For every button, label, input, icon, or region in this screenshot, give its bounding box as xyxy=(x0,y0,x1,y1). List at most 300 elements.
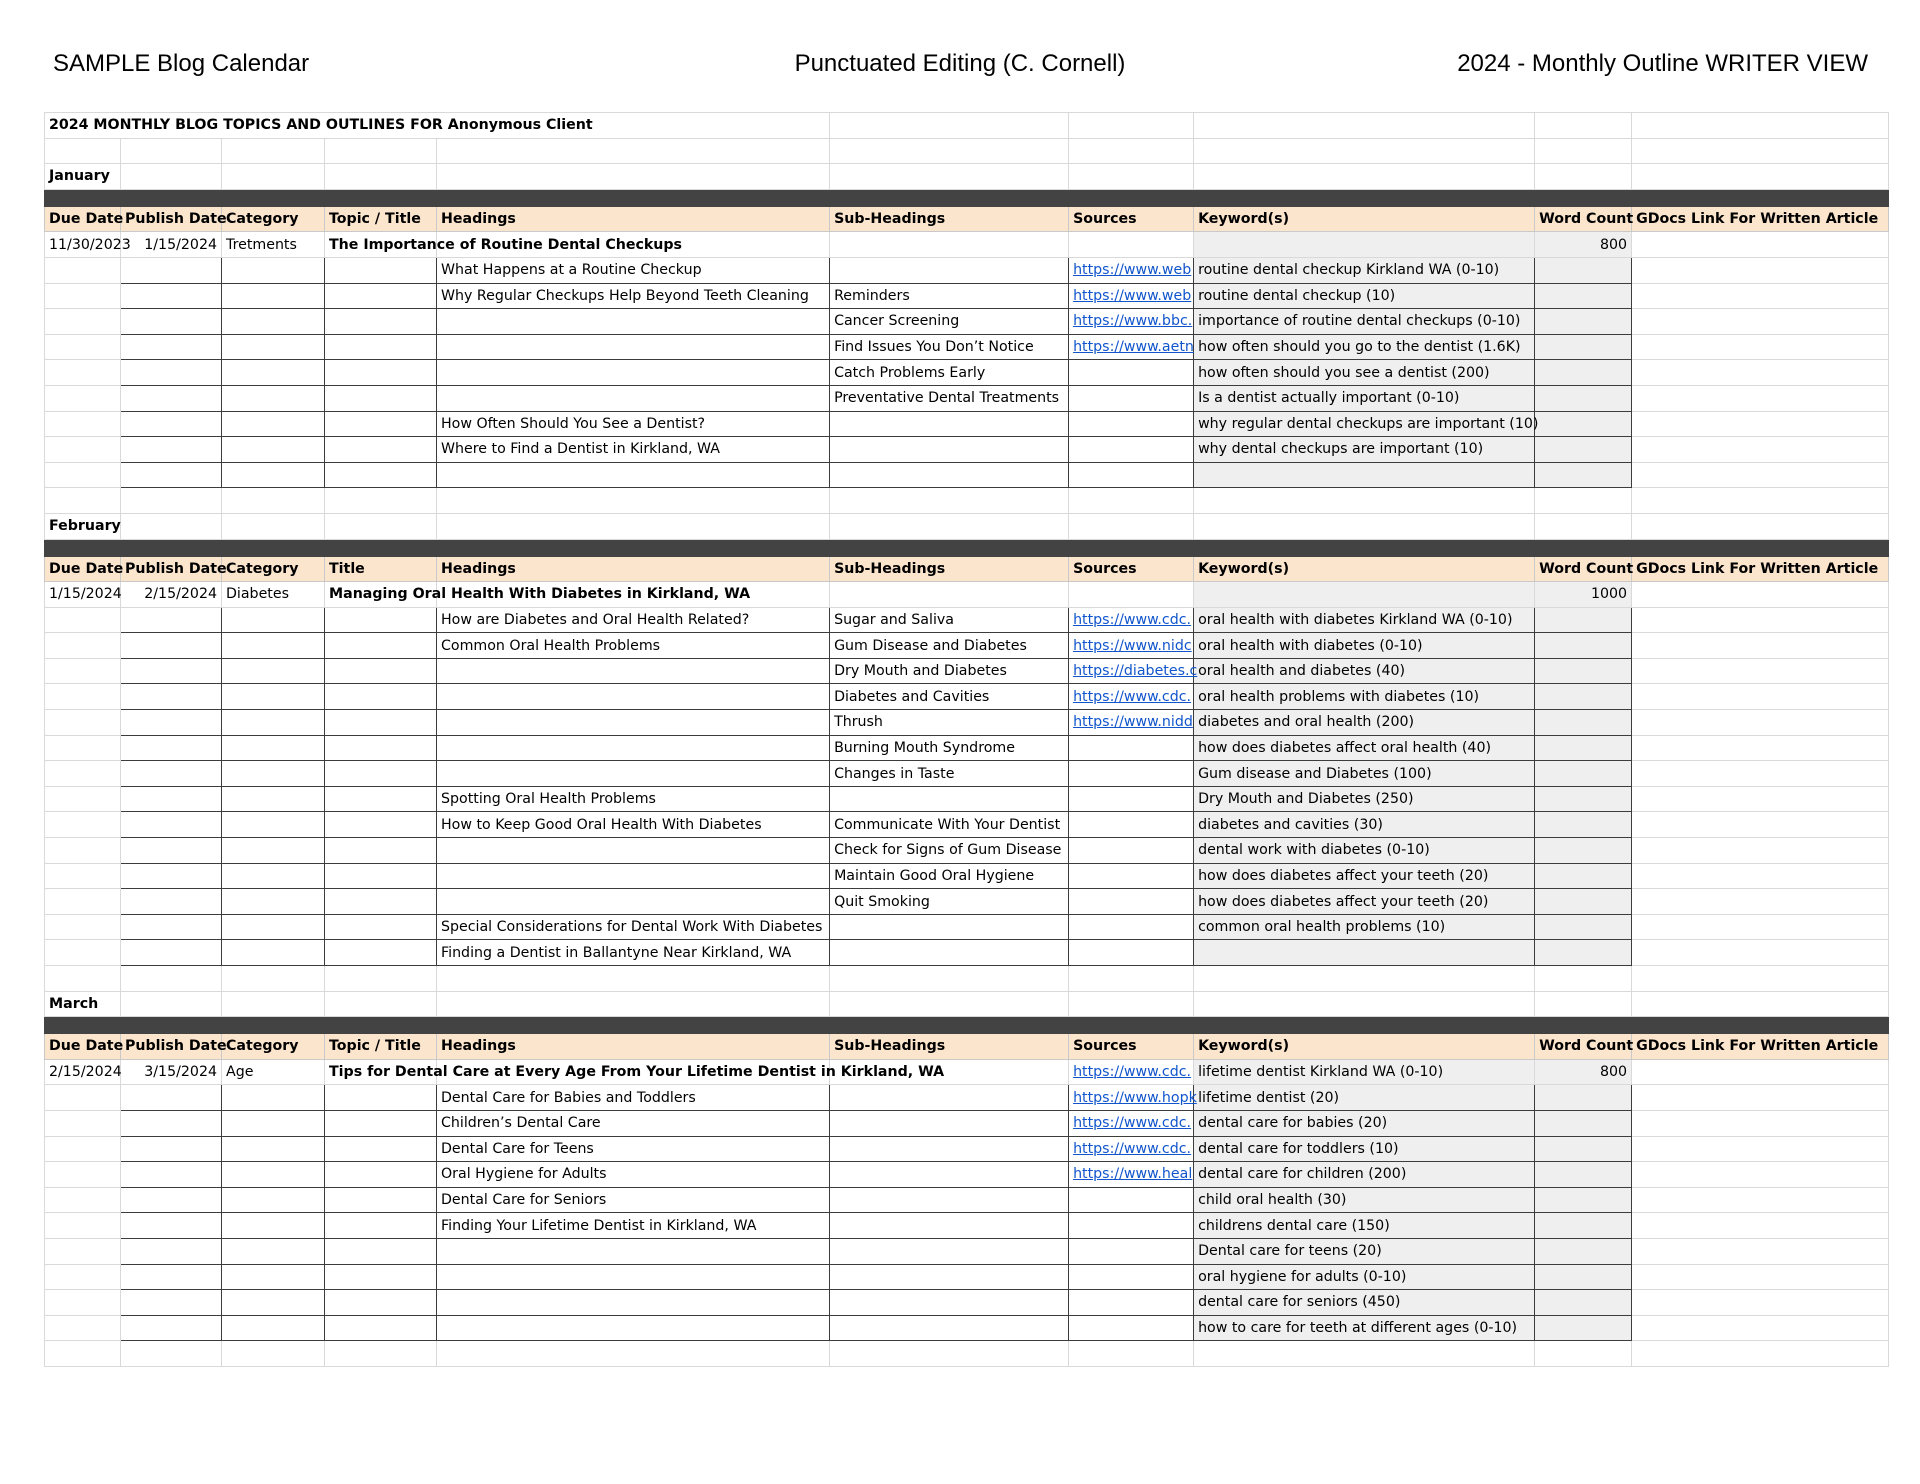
cell[interactable] xyxy=(830,991,1069,1017)
cell[interactable] xyxy=(1535,488,1632,514)
cell[interactable] xyxy=(1632,786,1889,812)
cell[interactable] xyxy=(325,1187,437,1213)
cell[interactable] xyxy=(1535,1238,1632,1264)
cell[interactable]: 3/15/2024 xyxy=(121,1059,222,1085)
cell[interactable] xyxy=(1632,1264,1889,1290)
cell[interactable] xyxy=(121,1136,222,1162)
cell[interactable]: Check for Signs of Gum Disease xyxy=(830,838,1069,864)
cell[interactable] xyxy=(1632,309,1889,335)
cell[interactable]: how to care for teeth at different ages (0-10) xyxy=(1194,1315,1535,1341)
cell[interactable]: dental care for toddlers (10) xyxy=(1194,1136,1535,1162)
cell[interactable] xyxy=(437,1341,830,1367)
cell[interactable] xyxy=(1632,710,1889,736)
cell[interactable] xyxy=(325,761,437,787)
cell[interactable] xyxy=(1535,113,1632,139)
cell[interactable] xyxy=(1632,1085,1889,1111)
cell[interactable]: how does diabetes affect your teeth (20) xyxy=(1194,889,1535,915)
cell[interactable] xyxy=(437,513,830,539)
column-header[interactable]: Publish Date xyxy=(121,556,222,582)
cell[interactable] xyxy=(1632,1238,1889,1264)
cell[interactable] xyxy=(121,1085,222,1111)
cell[interactable] xyxy=(325,1213,437,1239)
cell[interactable] xyxy=(1535,1264,1632,1290)
cell[interactable]: dental care for seniors (450) xyxy=(1194,1290,1535,1316)
cell[interactable]: routine dental checkup (10) xyxy=(1194,283,1535,309)
cell[interactable] xyxy=(1632,991,1889,1017)
cell[interactable]: Children’s Dental Care xyxy=(437,1110,830,1136)
cell[interactable] xyxy=(1535,1187,1632,1213)
cell[interactable] xyxy=(222,513,325,539)
cell[interactable] xyxy=(1535,1213,1632,1239)
cell[interactable]: how often should you go to the dentist (1.6K) xyxy=(1194,334,1535,360)
cell[interactable] xyxy=(1632,863,1889,889)
column-header[interactable]: Sub-Headings xyxy=(830,1034,1069,1060)
cell[interactable]: how does diabetes affect oral health (40) xyxy=(1194,735,1535,761)
cell[interactable] xyxy=(1535,914,1632,940)
cell[interactable] xyxy=(830,1315,1069,1341)
cell[interactable] xyxy=(830,232,1069,258)
cell[interactable] xyxy=(1632,761,1889,787)
cell[interactable] xyxy=(325,334,437,360)
cell[interactable]: The Importance of Routine Dental Checkups xyxy=(325,232,437,258)
cell[interactable] xyxy=(1069,488,1194,514)
column-header[interactable]: Headings xyxy=(437,206,830,232)
cell[interactable] xyxy=(325,658,437,684)
cell[interactable] xyxy=(222,991,325,1017)
cell[interactable] xyxy=(830,940,1069,966)
cell[interactable] xyxy=(222,164,325,190)
cell[interactable]: dental care for babies (20) xyxy=(1194,1110,1535,1136)
column-header[interactable]: Keyword(s) xyxy=(1194,206,1535,232)
cell[interactable] xyxy=(1535,437,1632,463)
cell[interactable] xyxy=(325,1341,437,1367)
cell[interactable]: Burning Mouth Syndrome xyxy=(830,735,1069,761)
cell[interactable] xyxy=(45,940,121,966)
cell[interactable] xyxy=(1632,1187,1889,1213)
cell[interactable] xyxy=(437,164,830,190)
cell[interactable]: https://www.cdc. xyxy=(1069,684,1194,710)
cell[interactable] xyxy=(830,488,1069,514)
cell[interactable] xyxy=(222,257,325,283)
column-header[interactable]: Due Date xyxy=(45,556,121,582)
cell[interactable] xyxy=(121,863,222,889)
cell[interactable] xyxy=(222,488,325,514)
cell[interactable] xyxy=(1069,138,1194,164)
cell[interactable] xyxy=(325,1110,437,1136)
cell[interactable]: Quit Smoking xyxy=(830,889,1069,915)
cell[interactable] xyxy=(325,633,437,659)
cell[interactable]: Diabetes xyxy=(222,582,325,608)
cell[interactable] xyxy=(1632,334,1889,360)
cell[interactable] xyxy=(1632,488,1889,514)
cell[interactable] xyxy=(222,1238,325,1264)
cell[interactable] xyxy=(222,1264,325,1290)
cell[interactable] xyxy=(1535,1136,1632,1162)
cell[interactable] xyxy=(1069,812,1194,838)
cell[interactable] xyxy=(222,786,325,812)
cell[interactable] xyxy=(1632,257,1889,283)
cell[interactable] xyxy=(121,1290,222,1316)
cell[interactable] xyxy=(1632,360,1889,386)
cell[interactable]: https://www.cdc. xyxy=(1069,1136,1194,1162)
cell[interactable] xyxy=(45,309,121,335)
cell[interactable] xyxy=(1069,513,1194,539)
cell[interactable] xyxy=(222,385,325,411)
cell[interactable] xyxy=(1069,863,1194,889)
cell[interactable] xyxy=(121,437,222,463)
cell[interactable] xyxy=(45,812,121,838)
cell[interactable] xyxy=(45,607,121,633)
cell[interactable]: diabetes and cavities (30) xyxy=(1194,812,1535,838)
cell[interactable] xyxy=(121,513,222,539)
cell[interactable] xyxy=(1632,1290,1889,1316)
cell[interactable] xyxy=(325,710,437,736)
cell[interactable] xyxy=(325,735,437,761)
cell[interactable] xyxy=(45,1213,121,1239)
cell[interactable] xyxy=(830,1213,1069,1239)
cell[interactable] xyxy=(325,513,437,539)
cell[interactable] xyxy=(222,863,325,889)
cell[interactable] xyxy=(121,914,222,940)
cell[interactable] xyxy=(121,1213,222,1239)
cell[interactable] xyxy=(325,863,437,889)
cell[interactable]: Common Oral Health Problems xyxy=(437,633,830,659)
cell[interactable] xyxy=(1632,812,1889,838)
cell[interactable] xyxy=(325,309,437,335)
column-header[interactable]: Word Count xyxy=(1535,1034,1632,1060)
month-label[interactable]: February xyxy=(45,513,121,539)
cell[interactable]: https://www.cdc. xyxy=(1069,1110,1194,1136)
cell[interactable] xyxy=(222,684,325,710)
cell[interactable] xyxy=(437,334,830,360)
cell[interactable] xyxy=(437,966,830,992)
cell[interactable] xyxy=(222,838,325,864)
cell[interactable] xyxy=(1069,385,1194,411)
cell[interactable] xyxy=(1632,164,1889,190)
cell[interactable] xyxy=(1069,991,1194,1017)
cell[interactable] xyxy=(437,1238,830,1264)
cell[interactable] xyxy=(325,437,437,463)
cell[interactable] xyxy=(1069,582,1194,608)
cell[interactable] xyxy=(222,462,325,488)
cell[interactable] xyxy=(121,658,222,684)
cell[interactable] xyxy=(222,1085,325,1111)
cell[interactable] xyxy=(325,385,437,411)
cell[interactable] xyxy=(121,735,222,761)
cell[interactable]: Gum Disease and Diabetes xyxy=(830,633,1069,659)
cell[interactable] xyxy=(222,889,325,915)
cell[interactable] xyxy=(121,684,222,710)
cell[interactable] xyxy=(1069,360,1194,386)
cell[interactable] xyxy=(121,360,222,386)
cell[interactable] xyxy=(222,283,325,309)
cell[interactable] xyxy=(830,257,1069,283)
column-header[interactable]: Sources xyxy=(1069,556,1194,582)
cell[interactable] xyxy=(830,786,1069,812)
cell[interactable]: Diabetes and Cavities xyxy=(830,684,1069,710)
cell[interactable] xyxy=(325,1238,437,1264)
cell[interactable]: Sugar and Saliva xyxy=(830,607,1069,633)
cell[interactable]: 11/30/2023 xyxy=(45,232,121,258)
cell[interactable]: 1/15/2024 xyxy=(45,582,121,608)
cell[interactable]: Maintain Good Oral Hygiene xyxy=(830,863,1069,889)
cell[interactable]: importance of routine dental checkups (0-10) xyxy=(1194,309,1535,335)
cell[interactable] xyxy=(1535,1085,1632,1111)
cell[interactable] xyxy=(1535,1162,1632,1188)
cell[interactable] xyxy=(121,488,222,514)
cell[interactable]: Dental Care for Seniors xyxy=(437,1187,830,1213)
cell[interactable]: Gum disease and Diabetes (100) xyxy=(1194,761,1535,787)
cell[interactable] xyxy=(222,966,325,992)
column-header[interactable]: Category xyxy=(222,556,325,582)
cell[interactable] xyxy=(1069,1341,1194,1367)
cell[interactable]: Communicate With Your Dentist xyxy=(830,812,1069,838)
cell[interactable] xyxy=(121,283,222,309)
cell[interactable] xyxy=(45,863,121,889)
cell[interactable] xyxy=(437,1290,830,1316)
cell[interactable] xyxy=(1069,735,1194,761)
cell[interactable] xyxy=(45,735,121,761)
cell[interactable] xyxy=(121,940,222,966)
cell[interactable] xyxy=(325,1290,437,1316)
cell[interactable]: How to Keep Good Oral Health With Diabetes xyxy=(437,812,830,838)
cell[interactable] xyxy=(1069,411,1194,437)
cell[interactable] xyxy=(45,889,121,915)
cell[interactable] xyxy=(222,1213,325,1239)
cell[interactable] xyxy=(437,360,830,386)
cell[interactable] xyxy=(45,1110,121,1136)
cell[interactable] xyxy=(1069,966,1194,992)
cell[interactable] xyxy=(437,488,830,514)
cell[interactable] xyxy=(1535,462,1632,488)
column-header[interactable]: Sources xyxy=(1069,1034,1194,1060)
cell[interactable] xyxy=(45,1290,121,1316)
cell[interactable] xyxy=(325,164,437,190)
cell[interactable] xyxy=(1535,889,1632,915)
cell[interactable] xyxy=(1069,914,1194,940)
column-header[interactable]: Sub-Headings xyxy=(830,556,1069,582)
cell[interactable] xyxy=(45,786,121,812)
cell[interactable] xyxy=(1535,838,1632,864)
cell[interactable] xyxy=(45,488,121,514)
cell[interactable] xyxy=(1535,966,1632,992)
cell[interactable] xyxy=(1535,164,1632,190)
cell[interactable] xyxy=(222,1162,325,1188)
cell[interactable] xyxy=(437,735,830,761)
cell[interactable] xyxy=(1632,113,1889,139)
cell[interactable] xyxy=(121,1110,222,1136)
cell[interactable] xyxy=(830,462,1069,488)
cell[interactable] xyxy=(325,1136,437,1162)
cell[interactable] xyxy=(45,966,121,992)
cell[interactable] xyxy=(121,607,222,633)
cell[interactable]: childrens dental care (150) xyxy=(1194,1213,1535,1239)
column-header[interactable]: Headings xyxy=(437,556,830,582)
cell[interactable] xyxy=(1632,1110,1889,1136)
cell[interactable] xyxy=(1194,232,1535,258)
cell[interactable] xyxy=(45,1187,121,1213)
cell[interactable] xyxy=(45,1085,121,1111)
cell[interactable]: routine dental checkup Kirkland WA (0-10) xyxy=(1194,257,1535,283)
cell[interactable]: What Happens at a Routine Checkup xyxy=(437,257,830,283)
cell[interactable] xyxy=(325,838,437,864)
cell[interactable] xyxy=(222,360,325,386)
cell[interactable] xyxy=(830,1264,1069,1290)
cell[interactable] xyxy=(45,684,121,710)
month-label[interactable]: January xyxy=(45,164,121,190)
cell[interactable]: oral health with diabetes Kirkland WA (0-10) xyxy=(1194,607,1535,633)
cell[interactable] xyxy=(121,1238,222,1264)
cell[interactable]: Cancer Screening xyxy=(830,309,1069,335)
cell[interactable] xyxy=(1632,735,1889,761)
cell[interactable]: https://www.cdc. xyxy=(1069,1059,1194,1085)
cell[interactable]: dental care for children (200) xyxy=(1194,1162,1535,1188)
cell[interactable] xyxy=(830,1290,1069,1316)
column-header[interactable]: Due Date xyxy=(45,206,121,232)
cell[interactable]: Dry Mouth and Diabetes xyxy=(830,658,1069,684)
cell[interactable] xyxy=(437,889,830,915)
cell[interactable] xyxy=(1535,334,1632,360)
cell[interactable] xyxy=(325,257,437,283)
cell[interactable] xyxy=(45,385,121,411)
cell[interactable] xyxy=(1535,735,1632,761)
cell[interactable] xyxy=(1632,914,1889,940)
cell[interactable]: Managing Oral Health With Diabetes in Kirkland, WA xyxy=(325,582,437,608)
cell[interactable] xyxy=(45,838,121,864)
column-header[interactable]: Word Count xyxy=(1535,206,1632,232)
cell[interactable]: why dental checkups are important (10) xyxy=(1194,437,1535,463)
cell[interactable] xyxy=(121,838,222,864)
cell[interactable] xyxy=(1069,889,1194,915)
cell[interactable] xyxy=(121,462,222,488)
column-header[interactable]: Word Count xyxy=(1535,556,1632,582)
cell[interactable]: how often should you see a dentist (200) xyxy=(1194,360,1535,386)
cell[interactable] xyxy=(45,1162,121,1188)
cell[interactable] xyxy=(1632,633,1889,659)
cell[interactable] xyxy=(222,437,325,463)
cell[interactable] xyxy=(222,761,325,787)
column-header[interactable]: Topic / Title xyxy=(325,1034,437,1060)
cell[interactable] xyxy=(121,812,222,838)
cell[interactable] xyxy=(1632,940,1889,966)
cell[interactable]: Tips for Dental Care at Every Age From Your Lifetime Dentist in Kirkland, WA xyxy=(325,1059,437,1085)
cell[interactable]: https://www.nidc xyxy=(1069,633,1194,659)
cell[interactable] xyxy=(437,838,830,864)
cell[interactable] xyxy=(1535,940,1632,966)
cell[interactable] xyxy=(830,1136,1069,1162)
cell[interactable] xyxy=(1535,761,1632,787)
cell[interactable]: https://diabetes.c xyxy=(1069,658,1194,684)
cell[interactable] xyxy=(121,411,222,437)
cell[interactable] xyxy=(1632,513,1889,539)
cell[interactable] xyxy=(1194,513,1535,539)
cell[interactable] xyxy=(437,684,830,710)
cell[interactable] xyxy=(1194,991,1535,1017)
cell[interactable] xyxy=(1632,232,1889,258)
cell[interactable] xyxy=(1632,1162,1889,1188)
cell[interactable] xyxy=(222,710,325,736)
cell[interactable] xyxy=(437,462,830,488)
cell[interactable] xyxy=(1069,1290,1194,1316)
cell[interactable]: Finding a Dentist in Ballantyne Near Kirkland, WA xyxy=(437,940,830,966)
cell[interactable] xyxy=(830,914,1069,940)
column-header[interactable]: Topic / Title xyxy=(325,206,437,232)
cell[interactable] xyxy=(121,138,222,164)
cell[interactable] xyxy=(437,138,830,164)
cell[interactable] xyxy=(325,138,437,164)
cell[interactable] xyxy=(325,1085,437,1111)
cell[interactable] xyxy=(1194,582,1535,608)
cell[interactable] xyxy=(1632,582,1889,608)
cell[interactable] xyxy=(325,966,437,992)
cell[interactable] xyxy=(1632,838,1889,864)
cell[interactable] xyxy=(437,991,830,1017)
cell[interactable] xyxy=(325,991,437,1017)
month-label[interactable]: March xyxy=(45,991,121,1017)
cell[interactable]: How are Diabetes and Oral Health Related? xyxy=(437,607,830,633)
cell[interactable] xyxy=(1069,940,1194,966)
cell[interactable] xyxy=(1632,385,1889,411)
cell[interactable] xyxy=(830,1238,1069,1264)
cell[interactable]: https://www.heal xyxy=(1069,1162,1194,1188)
cell[interactable]: https://www.web xyxy=(1069,257,1194,283)
cell[interactable] xyxy=(1535,283,1632,309)
cell[interactable] xyxy=(222,1290,325,1316)
cell[interactable]: 1/15/2024 xyxy=(121,232,222,258)
cell[interactable] xyxy=(121,761,222,787)
cell[interactable]: dental work with diabetes (0-10) xyxy=(1194,838,1535,864)
cell[interactable] xyxy=(45,462,121,488)
cell[interactable] xyxy=(45,761,121,787)
cell[interactable] xyxy=(1535,1315,1632,1341)
cell[interactable] xyxy=(121,257,222,283)
cell[interactable] xyxy=(121,966,222,992)
cell[interactable] xyxy=(222,1341,325,1367)
cell[interactable] xyxy=(1194,1341,1535,1367)
cell[interactable] xyxy=(1194,113,1535,139)
column-header[interactable]: Category xyxy=(222,206,325,232)
cell[interactable] xyxy=(1535,1290,1632,1316)
cell[interactable] xyxy=(1194,164,1535,190)
cell[interactable] xyxy=(1535,360,1632,386)
cell[interactable] xyxy=(1535,786,1632,812)
cell[interactable]: Where to Find a Dentist in Kirkland, WA xyxy=(437,437,830,463)
cell[interactable]: How Often Should You See a Dentist? xyxy=(437,411,830,437)
cell[interactable] xyxy=(830,1187,1069,1213)
cell[interactable] xyxy=(45,334,121,360)
cell[interactable] xyxy=(45,360,121,386)
cell[interactable] xyxy=(1632,437,1889,463)
cell[interactable] xyxy=(437,710,830,736)
cell[interactable] xyxy=(1194,488,1535,514)
column-header[interactable]: Publish Date xyxy=(121,206,222,232)
cell[interactable]: diabetes and oral health (200) xyxy=(1194,710,1535,736)
column-header[interactable]: GDocs Link For Written Article xyxy=(1632,556,1889,582)
cell[interactable]: common oral health problems (10) xyxy=(1194,914,1535,940)
column-header[interactable]: Title xyxy=(325,556,437,582)
cell[interactable] xyxy=(1632,1213,1889,1239)
cell[interactable] xyxy=(1632,1315,1889,1341)
cell[interactable] xyxy=(830,437,1069,463)
cell[interactable] xyxy=(437,1315,830,1341)
cell[interactable] xyxy=(222,607,325,633)
cell[interactable] xyxy=(1069,786,1194,812)
cell[interactable] xyxy=(222,633,325,659)
cell[interactable]: https://www.web xyxy=(1069,283,1194,309)
cell[interactable] xyxy=(121,633,222,659)
cell[interactable] xyxy=(1069,1264,1194,1290)
cell[interactable]: lifetime dentist Kirkland WA (0-10) xyxy=(1194,1059,1535,1085)
